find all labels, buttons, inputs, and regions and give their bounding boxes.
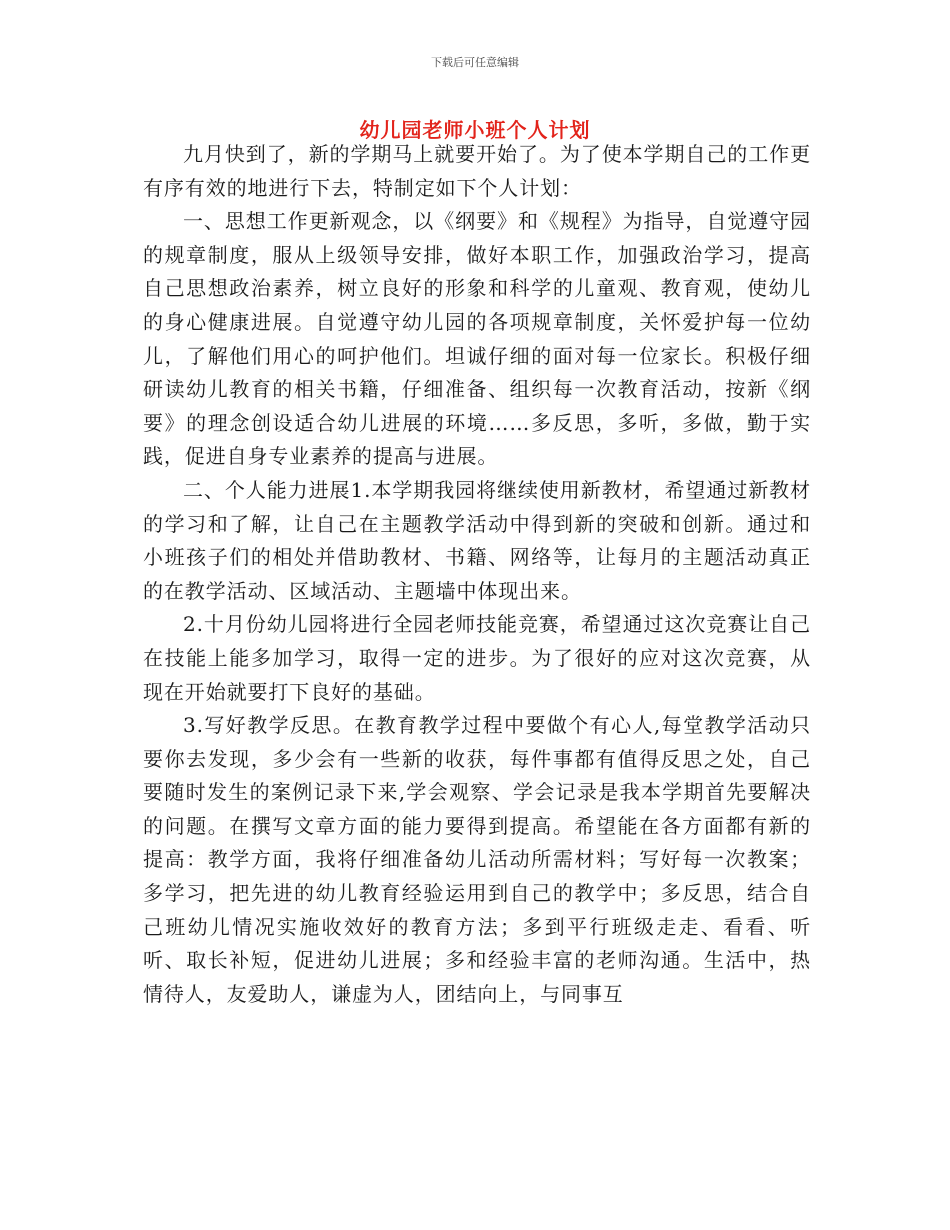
- paragraph-ability: 二、个人能力进展1.本学期我园将继续使用新教材，希望通过新教材的学习和了解，让自己在主题教学活动中得到新的突破和创新。通过和小班孩子们的相处并借助教材、书籍、网络等，让每月的主题活动真正的在教学活动、区域活动、主题墙中体现出来。: [143, 477, 811, 603]
- document-title: 幼儿园老师小班个人计划: [359, 118, 591, 142]
- paragraph-ideology: 一、思想工作更新观念，以《纲要》和《规程》为指导，自觉遵守园的规章制度，服从上级领导安排，做好本职工作，加强政治学习，提高自己思想政治素养，树立良好的形象和科学的儿童观、教育观，使幼儿的身心健康进展。自觉遵守幼儿园的各项规章制度，关怀爱护每一位幼儿，了解他们用心的呵护他们。坦诚仔细的面对每一位家长。积极仔细研读幼儿教育的相关书籍，仔细准备、组织每一次教育活动，按新《纲要》的理念创设适合幼儿进展的环境……多反思，多听，多做，勤于实践，促进自身专业素养的提高与进展。: [143, 209, 811, 469]
- header-note: 下载后可任意编辑: [431, 56, 519, 69]
- paragraph-competition: 2.十月份幼儿园将进行全园老师技能竞赛，希望通过这次竞赛让自己在技能上能多加学习，取得一定的进步。为了很好的应对这次竞赛，从现在开始就要打下良好的基础。: [143, 612, 811, 704]
- document-body: [143, 138, 811, 1011]
- paragraph-reflection: 3.写好教学反思。在教育教学过程中要做个有心人,每堂教学活动只要你去发现，多少会有一些新的收获，每件事都有值得反思之处，自己要随时发生的案例记录下来,学会观察、学会记录是我本学期首先要解决的问题。在撰写文章方面的能力要得到提高。希望能在各方面都有新的提高：教学方面，我将仔细准备幼儿活动所需材料；写好每一次教案；多学习，把先进的幼儿教育经验运用到自己的教学中；多反思，结合自己班幼儿情况实施收效好的教育方法；多到平行班级走走、看看、听听、取长补短，促进幼儿进展；多和经验丰富的老师沟通。生活中，热情待人，友爱助人，谦虚为人，团结向上，与同事互: [143, 713, 811, 1006]
- paragraph-intro: 九月快到了，新的学期马上就要开始了。为了使本学期自己的工作更有序有效的地进行下去，特制定如下个人计划：: [143, 142, 811, 200]
